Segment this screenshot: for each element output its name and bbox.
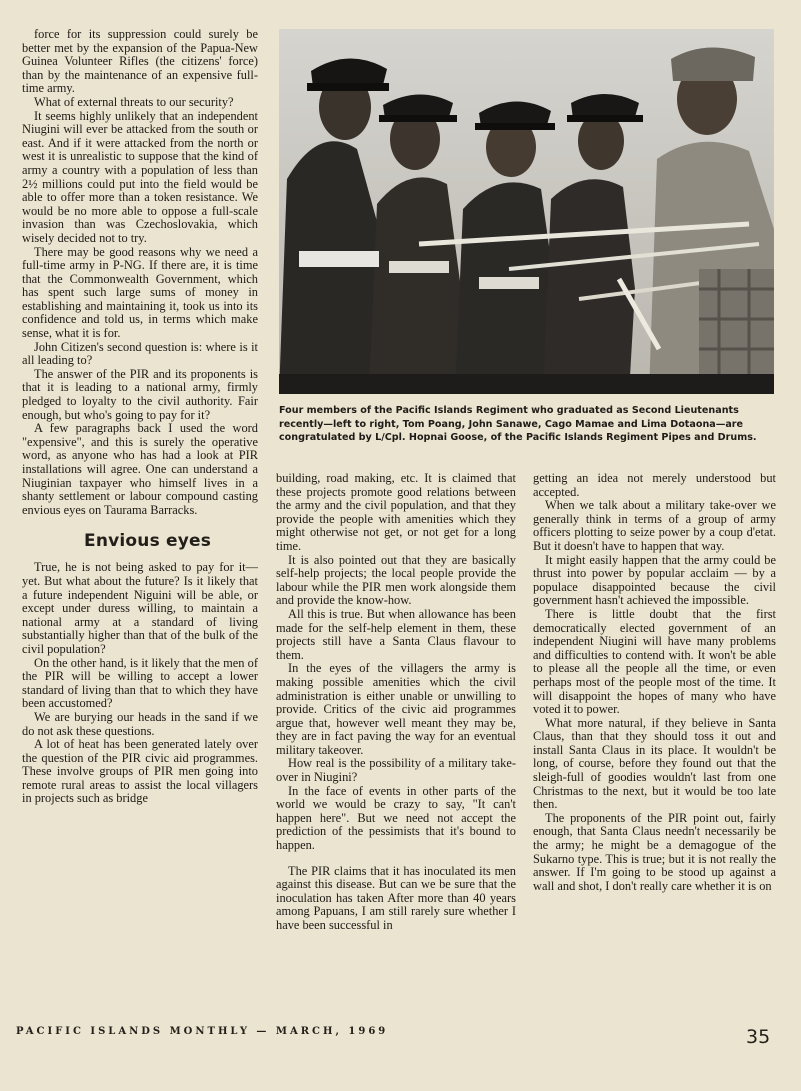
paragraph: We are burying our heads in the sand if we do not ask these questions. bbox=[22, 709, 258, 738]
paragraph: What of external threats to our security? bbox=[34, 94, 234, 109]
paragraph: A few paragraphs back I used the word "expensive", and this is surely the operative word, as anyone who has had a look at PIR installations will agree. One can understand a Niuginian taxpayer who himself lives in a shanty settlement or labour compound casting envious eyes on Taurama Barracks. bbox=[22, 421, 258, 517]
paragraph: building, road making, etc. It is claimed that these projects promote good relations between the army and the civil population, and that they provide the people with amenities which they might otherwise not get, or not get for a long time. bbox=[276, 472, 516, 553]
publication-footer: PACIFIC ISLANDS MONTHLY — MARCH, 1969 bbox=[16, 1026, 389, 1037]
paragraph: John Citizen's second question is: where is it all leading to? bbox=[22, 339, 258, 368]
paragraph: How real is the possibility of a military take-over in Niugini? bbox=[276, 756, 516, 785]
photo-caption: Four members of the Pacific Islands Regiment who graduated as Second Lieutenants recently—left to right, Tom Poang, John Sanawe, Cago Mamae and Lima Dotaona—are congratulated by L/Cpl. Hopnai Goose, of the Pacific Islands Regiment Pipes and Drums. bbox=[279, 405, 757, 444]
page-number: 35 bbox=[746, 1026, 771, 1048]
paragraph: The answer of the PIR and its proponents is that it is leading to a national army, firmly pledged to loyalty to the civil authority. Fair enough, but who's going to pay for it? bbox=[22, 366, 258, 422]
paragraph: What more natural, if they believe in Santa Claus, than that they should toss it out and install Santa Claus in its place. It wouldn't be long, of course, before they found out that the sleigh-full of goodies wouldn't last from one Christmas to the next, but it would be too late then. bbox=[533, 715, 776, 812]
soldiers-illustration bbox=[279, 29, 774, 394]
paragraph: It is also pointed out that they are basically self-help projects; the local people provide the labour while the PIR men work alongside them and provide the know-how. bbox=[276, 552, 516, 608]
paragraph: The proponents of the PIR point out, fairly enough, that Santa Claus needn't necessarily be the army; he might be a demagogue of the Sukarno type. This is true; but it is not really the answer. If I'm going to be stood up against a wall and shot, I don't really care whether it is on bbox=[533, 810, 776, 893]
paragraph: getting an idea not merely understood but accepted. bbox=[533, 472, 776, 499]
paragraph: A lot of heat has been generated lately over the question of the PIR civic aid programmes. These involve groups of PIR men going into remote rural areas to assist the local villagers in projects such as bridge bbox=[22, 737, 258, 806]
paragraph: When we talk about a military take-over we generally think in terms of a group of army officers plotting to seize power by a coup d'etat. But it doesn't have to happen that way. bbox=[533, 498, 776, 553]
paragraph: It might easily happen that the army could be thrust into power by popular acclaim — by a populace disappointed because the civil government hasn't achieved the impossible. bbox=[533, 552, 776, 608]
paragraph: There is little doubt that the first democratically elected government of an independent Niugini will have many problems and difficulties to contend with. It won't be able to please all the people all the time, or even perhaps most of the people most of the time. It will disappoint the hopes of many who have voted it to power. bbox=[533, 606, 776, 717]
article-column-right bbox=[533, 472, 776, 1018]
regiment-photo bbox=[279, 29, 774, 394]
section-subheading: Envious eyes bbox=[84, 531, 212, 552]
paragraph: In the eyes of the villagers the army is making possible amenities which the civil administration is either unable or unwilling to provide. Critics of the civic aid programmes argue that, however well meant they may be, they are in fact paving the way for an eventual military takeover. bbox=[276, 661, 516, 757]
paragraph: It seems highly unlikely that an independent Niugini will ever be attacked from the south or east. And if it were attacked from the north or west it is unrealistic to suppose that the kind of army a country with a population of less than 2½ millions could put into the field would be able to offer more than a token resistance. We would be no more able to oppose a full-scale invasion than was Czechoslovakia, which wisely decided not to try. bbox=[22, 108, 258, 245]
article-column-middle bbox=[276, 472, 516, 1018]
paragraph: force for its suppression could surely be better met by the expansion of the Papua-New Guinea Volunteer Rifles (the citizens' force) than by the maintenance of an expensive full-time army. bbox=[22, 28, 258, 96]
paragraph: The PIR claims that it has inoculated its men against this disease. But can we be sure that the inoculation has taken After more than 40 years among Papuans, I am still rarely sure whether I have been successful in bbox=[276, 863, 516, 932]
paragraph: In the face of events in other parts of the world we would be crazy to say, "It can't happen here". But we need not accept the prediction of the pessimists that it's bound to happen. bbox=[276, 783, 516, 853]
paragraph: All this is true. But when allowance has been made for the self-help element in them, these projects still have a Santa Claus flavour to them. bbox=[276, 606, 516, 662]
article-column-left bbox=[22, 28, 258, 1018]
paragraph: True, he is not being asked to pay for it—yet. But what about the future? Is it likely that a future independent Niguini will be able, or except under duress willing, to maintain a national army at a standard of living substantially higher than that of the bulk of the civil population? bbox=[22, 560, 258, 656]
paragraph: There may be good reasons why we need a full-time army in P-NG. If there are, it is time that the Commonwealth Government, which has spent such large sums of money in establishing and maintaining it, took us into its confidence and told us, in terms which make sense, what it is for. bbox=[22, 244, 258, 341]
paragraph: On the other hand, is it likely that the men of the PIR will be willing to accept a lower standard of living than that to which they have been accustomed? bbox=[22, 655, 258, 711]
